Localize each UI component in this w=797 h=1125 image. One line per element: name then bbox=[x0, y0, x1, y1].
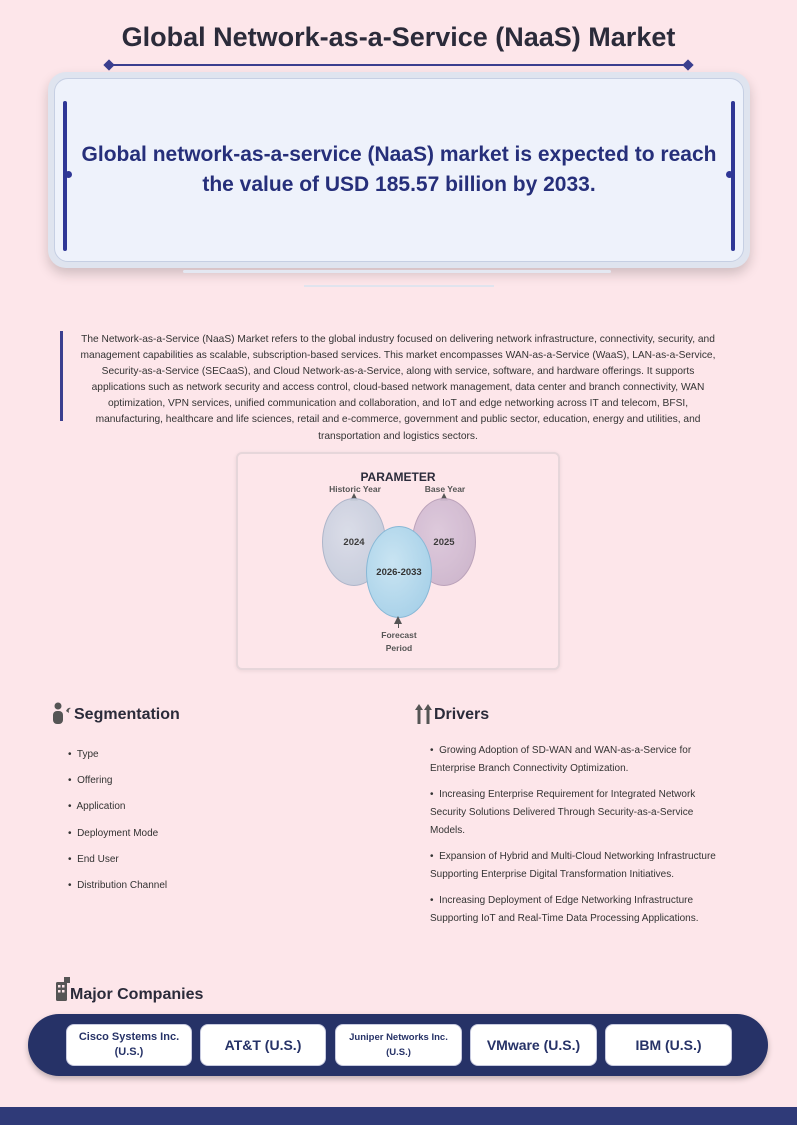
arrows-up-icon bbox=[414, 702, 434, 726]
drivers-list bbox=[430, 742, 730, 936]
major-companies-title: Major Companies bbox=[70, 986, 204, 1003]
hero-left-dot bbox=[65, 171, 72, 178]
hero-shadow-base bbox=[183, 270, 611, 273]
page-title: Global Network-as-a-Service (NaaS) Market bbox=[121, 22, 676, 52]
list-item: • End User bbox=[68, 853, 119, 865]
forecast-arrow-icon bbox=[394, 616, 402, 624]
title-divider bbox=[110, 64, 688, 66]
list-item: • Increasing Enterprise Requirement for Integrated Network Security Solutions Delivered Through Security-as-a-Service Models. bbox=[430, 789, 696, 836]
parameter-title: PARAMETER bbox=[360, 470, 436, 484]
divider-diamond-right bbox=[682, 59, 693, 70]
base-year-value: 2025 bbox=[433, 536, 455, 548]
hero-panel bbox=[48, 72, 750, 268]
companies-band bbox=[28, 1014, 768, 1076]
historic-year-label: Historic Year bbox=[329, 484, 381, 494]
base-year-label: Base Year bbox=[424, 484, 466, 494]
list-item: • Offering bbox=[68, 775, 113, 787]
list-item: • Application bbox=[68, 801, 126, 813]
list-item: • Distribution Channel bbox=[68, 880, 168, 892]
company-card-juniper: Juniper Networks Inc. (U.S.) bbox=[335, 1024, 462, 1066]
list-item: • Increasing Deployment of Edge Networking Infrastructure Supporting IoT and Real-Time Data Processing Applications. bbox=[430, 895, 699, 924]
hero-inner bbox=[54, 78, 744, 262]
company-card-cisco: Cisco Systems Inc. (U.S.) bbox=[66, 1024, 192, 1066]
forecast-label-line1: Forecast bbox=[381, 630, 417, 640]
company-card-att: AT&T (U.S.) bbox=[200, 1024, 326, 1066]
hero-right-dot bbox=[726, 171, 733, 178]
parameter-card bbox=[236, 452, 560, 670]
forecast-label-line2: Period bbox=[385, 643, 413, 653]
list-item: • Growing Adoption of SD-WAN and WAN-as-a-Service for Enterprise Branch Connectivity Optimization. bbox=[430, 745, 692, 774]
footer-band bbox=[0, 1107, 797, 1125]
description-accent-bar bbox=[60, 331, 63, 421]
historic-year-value: 2024 bbox=[343, 536, 365, 548]
segmentation-list bbox=[68, 742, 167, 899]
market-description: The Network-as-a-Service (NaaS) Market refers to the global industry focused on delivering network infrastructure, connectivity, security, and management capabilities as scalable, subscription-based services. This market encompasses WAN-as-a-Service (WaaS), LAN-as-a-Service, Security-as-a-Service (SECaaS), and Cloud Network-as-a-Service, along with service, software, and hardware offerings. It supports applications such as network security and access control, cloud-based network management, data center and branch connectivity, WAN optimization, VPN services, unified communication and collaboration, and IoT and edge networking across IT and telecom, BFSI, manufacturing, healthcare and life sciences, retail and e-commerce, government and public sector, education, energy and utilities, and transportation and logistics sectors. bbox=[80, 334, 716, 442]
list-item: • Deployment Mode bbox=[68, 827, 159, 839]
company-card-ibm: IBM (U.S.) bbox=[605, 1024, 732, 1066]
hero-shadow-line bbox=[304, 285, 494, 287]
segmentation-title: Segmentation bbox=[74, 706, 180, 723]
company-card-vmware: VMware (U.S.) bbox=[470, 1024, 597, 1066]
people-icon bbox=[51, 701, 73, 725]
forecast-period-ellipse bbox=[366, 526, 432, 618]
list-item: • Expansion of Hybrid and Multi-Cloud Networking Infrastructure Supporting Enterprise Digital Transformation Initiatives. bbox=[430, 851, 716, 880]
list-item: • Type bbox=[68, 749, 99, 760]
forecast-period-value: 2026-2033 bbox=[376, 566, 422, 578]
hero-headline: Global network-as-a-service (NaaS) market is expected to reach the value of USD 185.57 billion by 2033. bbox=[81, 143, 717, 196]
divider-diamond-left bbox=[103, 59, 114, 70]
drivers-title: Drivers bbox=[434, 706, 490, 723]
